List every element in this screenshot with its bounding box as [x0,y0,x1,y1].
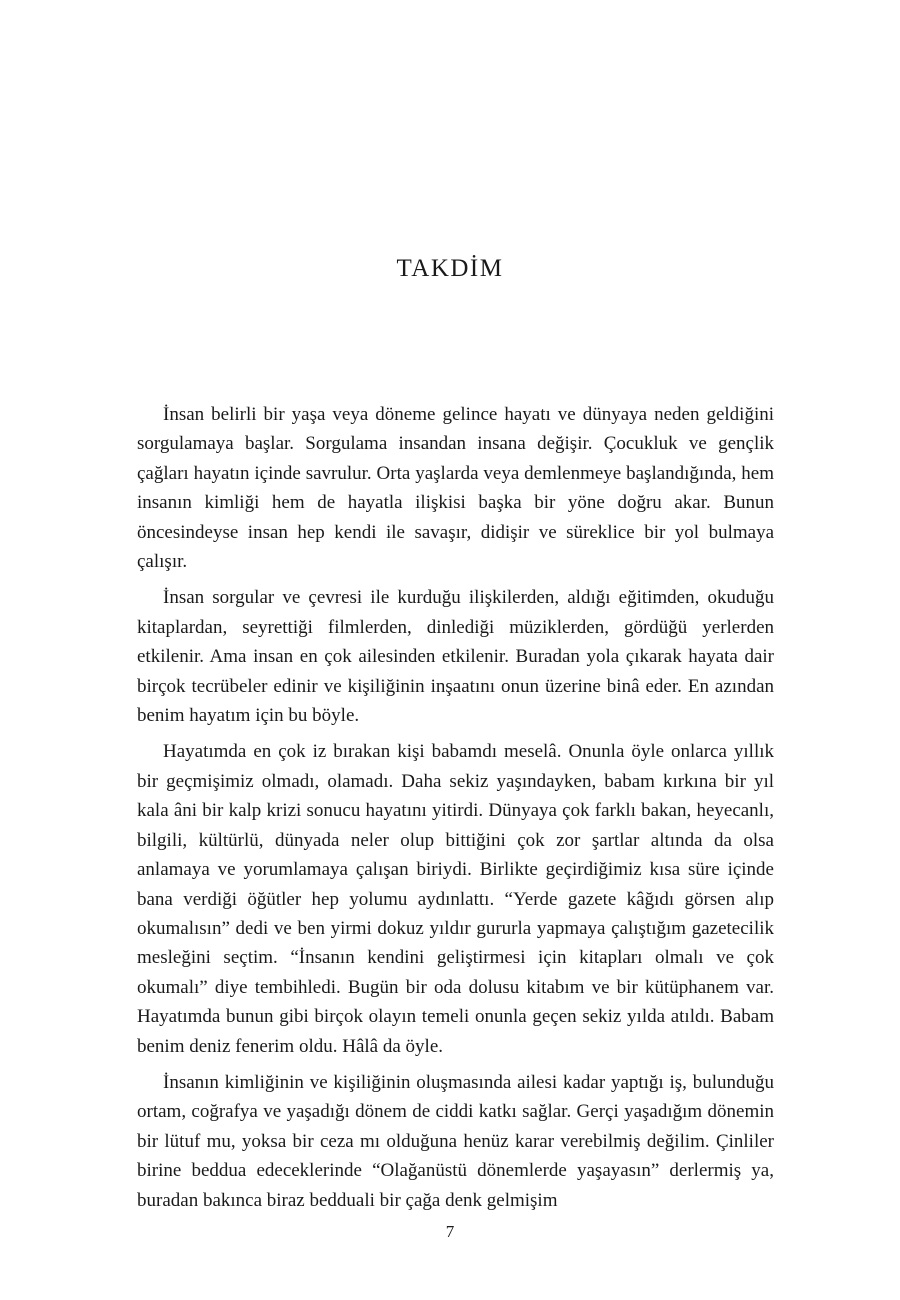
page-number: 7 [445,1222,455,1241]
paragraph-4: İnsanın kimliğinin ve kişiliğinin oluşmasında ailesi kadar yaptığı iş, bulunduğu ortam, coğrafya ve yaşadığı dönem de ciddi katkı sağlar. Gerçi yaşadığım dönemin bir lütuf mu, yoksa bir ceza mı olduğuna henüz karar verebilmiş değilim. Çinliler birine beddua edeceklerinde “Olağanüstü dönemlerde yaşayasın” derlermiş ya, buradan bakınca biraz bedduali bir çağa denk gelmişim [137,1071,774,1211]
paragraph-3: Hayatımda en çok iz bırakan kişi babamdı meselâ. Onunla öyle onlarca yıllık bir geçmişimiz olmadı, olamadı. Daha sekiz yaşındayken, babam kırkına bir yıl kala âni bir kalp krizi sonucu hayatını yitirdi. Dünyaya çok farklı bakan, heyecanlı, bilgili, kültürlü, dünyada neler olup bittiğini çok zor şartlar altında da olsa anlamaya ve yorumlamaya çalışan biriydi. Birlikte geçirdiğimiz kısa süre içinde bana verdiği öğütler hep yolumu aydınlattı. “Yerde gazete kâğıdı görsen alıp okumalısın” dedi ve ben yirmi dokuz yıldır gururla yapmaya çalıştığım gazetecilik mesleğini seçtim. “İnsanın kendini geliştirmesi için kitapları olmalı ve çok okumalı” diye tembihledi. Bugün bir oda dolusu kitabım ve bir kütüphanem var. Hayatımda bunun gibi birçok olayın temeli onunla geçen sekiz yılda atıldı. Babam benim deniz fenerim oldu. Hâlâ da öyle. [137,741,774,1057]
chapter-title: TAKDİM [396,255,504,282]
body-text [137,400,774,1222]
paragraph-2: İnsan sorgular ve çevresi ile kurduğu ilişkilerden, aldığı eğitimden, okuduğu kitaplardan, seyrettiği filmlerden, dinlediği müziklerden, gördüğü yerlerden etkilenir. Ama insan en çok ailesinden etkilenir. Buradan yola çıkarak hayata dair birçok tecrübeler edinir ve kişiliğinin inşaatını onun üzerine binâ eder. En azından benim hayatım için bu böyle. [137,587,774,727]
paragraph-1: İnsan belirli bir yaşa veya döneme gelince hayatı ve dünyaya neden geldiğini sorgulamaya başlar. Sorgulama insandan insana değişir. Çocukluk ve gençlik çağları hayatın içinde savrulur. Orta yaşlarda veya demlenmeye başlandığında, hem insanın kimliği hem de hayatla ilişkisi başka bir yöne doğru akar. Bunun öncesindeyse insan hep kendi ile savaşır, didişir ve süreklice bir yol bulmaya çalışır. [137,404,774,573]
